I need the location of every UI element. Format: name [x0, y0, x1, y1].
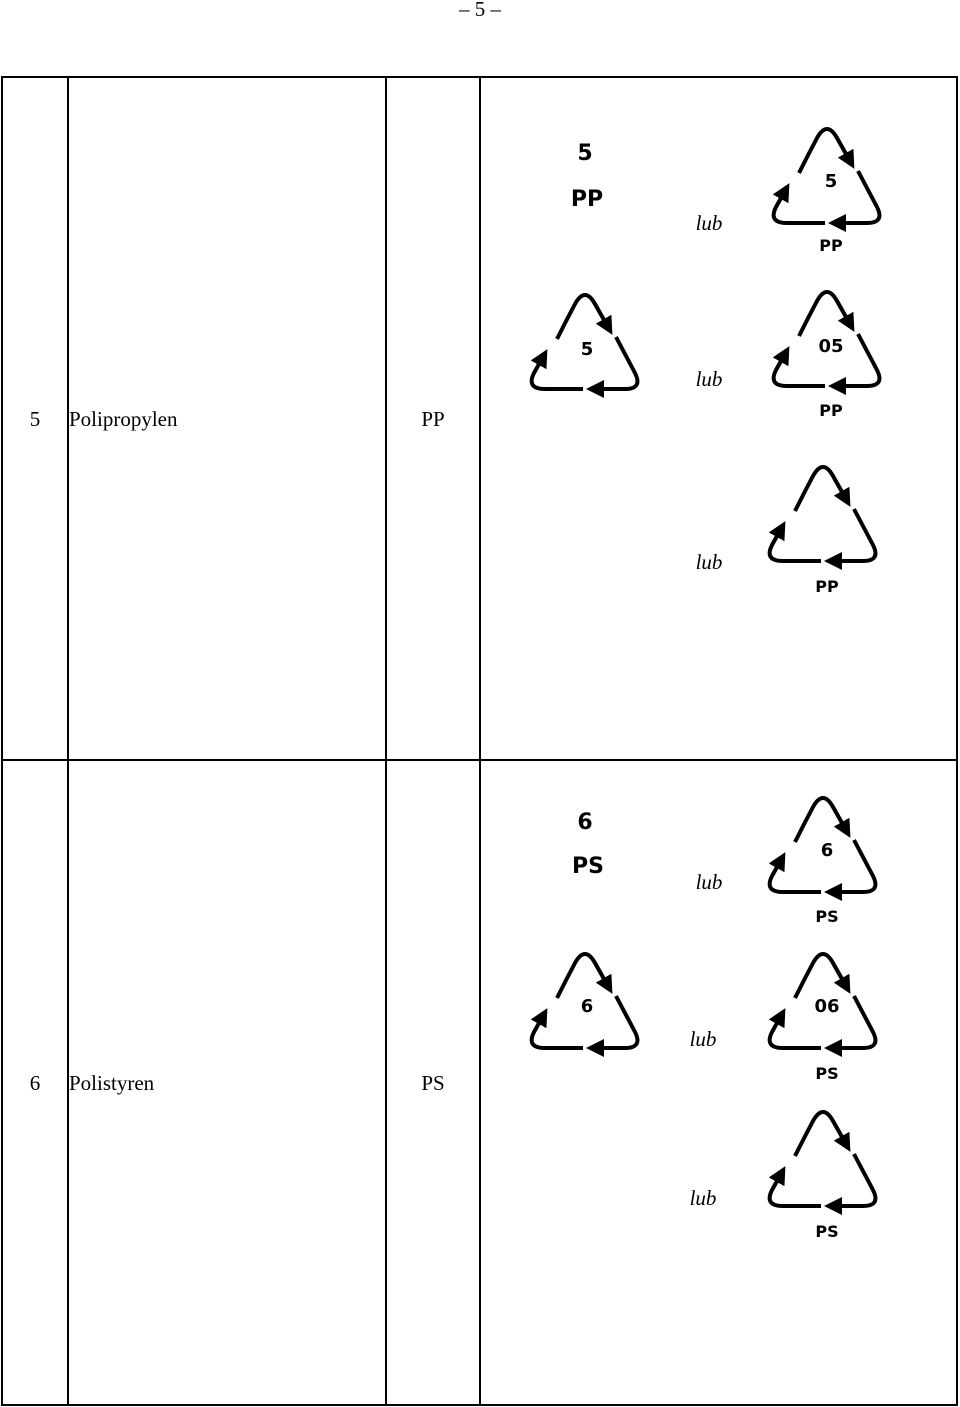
marking-symbols-cell: [480, 760, 957, 1405]
triangle-code: 6: [820, 840, 834, 861]
triangle-abbr: PS: [815, 1222, 839, 1241]
triangle-abbr: PP: [819, 401, 843, 420]
material-name: Polipropylen: [68, 77, 386, 760]
triangle-code: 6: [580, 996, 594, 1017]
table-row: [2, 760, 957, 1405]
alt-word: lub: [689, 1186, 717, 1210]
recycle-triangle-icon: [774, 292, 880, 420]
material-number: 6: [2, 760, 68, 1405]
triangle-abbr: PS: [815, 907, 839, 926]
recycle-triangle-icon: [532, 295, 638, 389]
recycle-triangle-icon: [770, 954, 876, 1083]
triangle-code: 5: [580, 339, 594, 360]
triangle-code: 05: [818, 336, 844, 357]
table-row: [2, 77, 957, 760]
recycle-triangle-icon: [774, 129, 880, 255]
triangle-abbr: PP: [819, 236, 843, 255]
material-abbreviation: PS: [386, 760, 480, 1405]
triangle-abbr: PP: [815, 577, 839, 596]
plain-code-text: 5: [577, 141, 593, 166]
recycle-triangle-icon: [770, 467, 876, 596]
triangle-code: 5: [824, 171, 838, 192]
recycle-triangle-icon: [770, 798, 876, 926]
alt-word: lub: [689, 1027, 717, 1051]
marking-symbols-cell: [480, 77, 957, 760]
alt-word: lub: [695, 870, 723, 894]
triangle-abbr: PS: [815, 1064, 839, 1083]
material-number: 5: [2, 77, 68, 760]
recycle-triangle-icon: [532, 954, 638, 1048]
marking-symbols-pp: [481, 78, 960, 759]
plain-abbr-text: PS: [572, 854, 604, 879]
plain-code-text: 6: [577, 810, 593, 835]
triangle-code: 06: [814, 996, 840, 1017]
alt-word: lub: [695, 550, 723, 574]
marking-symbols-ps: [481, 761, 960, 1404]
alt-word: lub: [695, 211, 723, 235]
recycling-codes-table: [1, 76, 958, 1406]
recycle-triangle-icon: [770, 1112, 876, 1241]
alt-word: lub: [695, 367, 723, 391]
page-number: – 5 –: [459, 0, 501, 21]
material-name: Polistyren: [68, 760, 386, 1405]
material-abbreviation: PP: [386, 77, 480, 760]
plain-abbr-text: PP: [570, 187, 604, 212]
